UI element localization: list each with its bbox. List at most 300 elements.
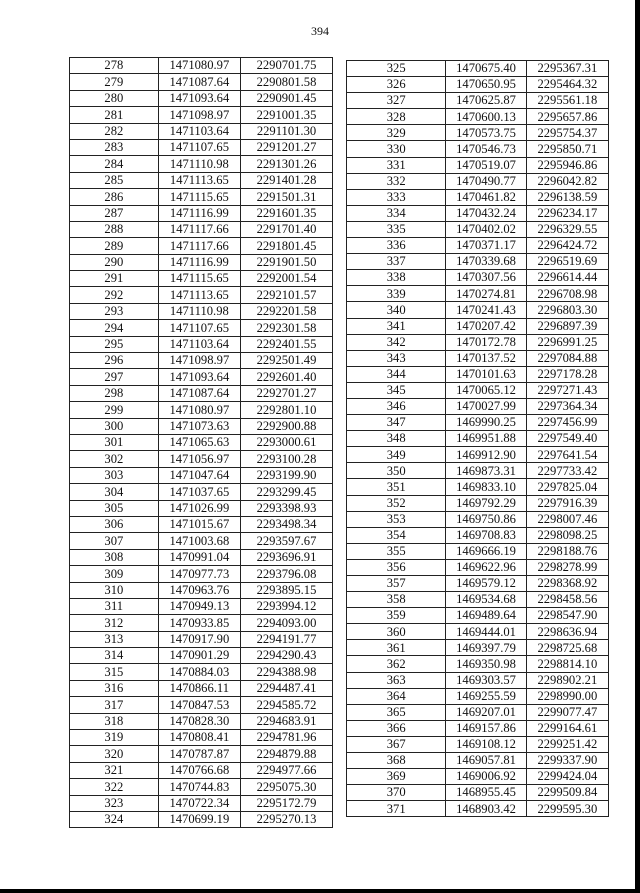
coord-x-cell: 1470991.04 (158, 549, 240, 565)
point-number-cell: 357 (347, 576, 446, 592)
point-number-cell: 286 (70, 189, 159, 205)
coord-x-cell: 1471113.65 (158, 287, 240, 303)
coord-y-cell: 2296708.98 (526, 286, 608, 302)
coord-y-cell: 2293398.93 (241, 500, 333, 516)
coord-x-cell: 1471098.97 (158, 107, 240, 123)
coord-x-cell: 1470101.63 (446, 366, 526, 382)
coord-x-cell: 1471056.97 (158, 451, 240, 467)
coord-x-cell: 1470949.13 (158, 598, 240, 614)
coord-y-cell: 2298098.25 (526, 527, 608, 543)
coord-y-cell: 2294487.41 (241, 680, 333, 696)
coord-y-cell: 2297641.54 (526, 447, 608, 463)
table-row (70, 533, 333, 549)
table-row (347, 141, 609, 157)
coord-x-cell: 1470808.41 (158, 730, 240, 746)
point-number-cell: 308 (70, 549, 159, 565)
coord-x-cell: 1470307.56 (446, 270, 526, 286)
point-number-cell: 311 (70, 598, 159, 614)
coord-y-cell: 2298725.68 (526, 640, 608, 656)
page-number: 394 (311, 24, 329, 38)
coord-x-cell: 1469666.19 (446, 543, 526, 559)
point-number-cell: 355 (347, 543, 446, 559)
coord-y-cell: 2294781.96 (241, 730, 333, 746)
coord-y-cell: 2292501.49 (241, 353, 333, 369)
coord-y-cell: 2297733.42 (526, 463, 608, 479)
table-row (347, 624, 609, 640)
coord-x-cell: 1470744.83 (158, 779, 240, 795)
coord-x-cell: 1470722.34 (158, 795, 240, 811)
point-number-cell: 345 (347, 382, 446, 398)
coord-y-cell: 2294683.91 (241, 713, 333, 729)
coord-y-cell: 2298990.00 (526, 688, 608, 704)
coord-y-cell: 2295561.18 (526, 93, 608, 109)
point-number-cell: 358 (347, 592, 446, 608)
table-row (70, 713, 333, 729)
point-number-cell: 299 (70, 402, 159, 418)
coord-y-cell: 2295075.30 (241, 779, 333, 795)
point-number-cell: 343 (347, 350, 446, 366)
coord-y-cell: 2298636.94 (526, 624, 608, 640)
coord-x-cell: 1470977.73 (158, 566, 240, 582)
coord-y-cell: 2296614.44 (526, 270, 608, 286)
point-number-cell: 346 (347, 398, 446, 414)
coord-y-cell: 2299424.04 (526, 769, 608, 785)
coord-y-cell: 2293100.28 (241, 451, 333, 467)
table-row (70, 402, 333, 418)
point-number-cell: 312 (70, 615, 159, 631)
coord-y-cell: 2298278.99 (526, 559, 608, 575)
coord-x-cell: 1471117.66 (158, 238, 240, 254)
table-row (70, 598, 333, 614)
table-row (70, 303, 333, 319)
point-number-cell: 318 (70, 713, 159, 729)
coord-y-cell: 2291701.40 (241, 221, 333, 237)
table-row (70, 566, 333, 582)
coord-x-cell: 1470546.73 (446, 141, 526, 157)
coord-y-cell: 2291301.26 (241, 156, 333, 172)
coord-x-cell: 1469255.59 (446, 688, 526, 704)
coord-x-cell: 1468903.42 (446, 801, 526, 817)
coord-y-cell: 2299595.30 (526, 801, 608, 817)
coord-x-cell: 1470172.78 (446, 334, 526, 350)
coord-x-cell: 1469207.01 (446, 704, 526, 720)
table-row (347, 576, 609, 592)
coord-x-cell: 1470675.40 (446, 61, 526, 77)
table-row (347, 221, 609, 237)
coord-x-cell: 1469873.31 (446, 463, 526, 479)
point-number-cell: 300 (70, 418, 159, 434)
point-number-cell: 339 (347, 286, 446, 302)
coord-x-cell: 1471093.64 (158, 90, 240, 106)
table-row (347, 173, 609, 189)
point-number-cell: 371 (347, 801, 446, 817)
table-row (70, 500, 333, 516)
coord-x-cell: 1471117.66 (158, 221, 240, 237)
coord-y-cell: 2297178.28 (526, 366, 608, 382)
point-number-cell: 284 (70, 156, 159, 172)
table-row (347, 688, 609, 704)
coord-y-cell: 2293895.15 (241, 582, 333, 598)
coord-y-cell: 2297825.04 (526, 479, 608, 495)
scan-border-bottom (0, 889, 640, 893)
coord-x-cell: 1470963.76 (158, 582, 240, 598)
coord-x-cell: 1471116.99 (158, 205, 240, 221)
coord-y-cell: 2291001.35 (241, 107, 333, 123)
coord-y-cell: 2292301.58 (241, 320, 333, 336)
point-number-cell: 291 (70, 271, 159, 287)
table-row (347, 785, 609, 801)
coord-y-cell: 2297364.34 (526, 398, 608, 414)
point-number-cell: 294 (70, 320, 159, 336)
table-row (347, 608, 609, 624)
table-row (70, 353, 333, 369)
coord-y-cell: 2297456.99 (526, 415, 608, 431)
table-row (347, 640, 609, 656)
coord-x-cell: 1471110.98 (158, 303, 240, 319)
table-row (70, 123, 333, 139)
coord-x-cell: 1469006.92 (446, 769, 526, 785)
coord-x-cell: 1471003.68 (158, 533, 240, 549)
coord-y-cell: 2298368.92 (526, 576, 608, 592)
coord-y-cell: 2298814.10 (526, 656, 608, 672)
table-row (70, 107, 333, 123)
point-number-cell: 303 (70, 467, 159, 483)
point-number-cell: 310 (70, 582, 159, 598)
coord-x-cell: 1470573.75 (446, 125, 526, 141)
table-row (347, 415, 609, 431)
table-row (347, 511, 609, 527)
point-number-cell: 354 (347, 527, 446, 543)
coord-x-cell: 1470901.29 (158, 648, 240, 664)
coord-y-cell: 2297084.88 (526, 350, 608, 366)
point-number-cell: 359 (347, 608, 446, 624)
point-number-cell: 331 (347, 157, 446, 173)
point-number-cell: 304 (70, 484, 159, 500)
table-row (347, 77, 609, 93)
point-number-cell: 352 (347, 495, 446, 511)
table-row (70, 811, 333, 827)
table-row (70, 582, 333, 598)
point-number-cell: 322 (70, 779, 159, 795)
coord-x-cell: 1469303.57 (446, 672, 526, 688)
coord-x-cell: 1469157.86 (446, 720, 526, 736)
point-number-cell: 363 (347, 672, 446, 688)
table-row (70, 320, 333, 336)
table-row (347, 318, 609, 334)
coord-x-cell: 1469750.86 (446, 511, 526, 527)
coord-y-cell: 2299251.42 (526, 736, 608, 752)
coord-x-cell: 1471107.65 (158, 139, 240, 155)
coord-x-cell: 1469444.01 (446, 624, 526, 640)
point-number-cell: 334 (347, 205, 446, 221)
point-number-cell: 332 (347, 173, 446, 189)
table-row (70, 615, 333, 631)
point-number-cell: 347 (347, 415, 446, 431)
point-number-cell: 368 (347, 753, 446, 769)
coord-y-cell: 2297916.39 (526, 495, 608, 511)
point-number-cell: 333 (347, 189, 446, 205)
coord-y-cell: 2296329.55 (526, 221, 608, 237)
coord-y-cell: 2295172.79 (241, 795, 333, 811)
coord-x-cell: 1470828.30 (158, 713, 240, 729)
coord-x-cell: 1470371.17 (446, 238, 526, 254)
point-number-cell: 330 (347, 141, 446, 157)
coord-y-cell: 2296519.69 (526, 254, 608, 270)
point-number-cell: 366 (347, 720, 446, 736)
table-row (347, 704, 609, 720)
coord-x-cell: 1470847.53 (158, 697, 240, 713)
point-number-cell: 326 (347, 77, 446, 93)
coord-y-cell: 2292900.88 (241, 418, 333, 434)
table-row (70, 385, 333, 401)
table-row (70, 271, 333, 287)
coord-y-cell: 2295464.32 (526, 77, 608, 93)
point-number-cell: 288 (70, 221, 159, 237)
coord-y-cell: 2299509.84 (526, 785, 608, 801)
coord-y-cell: 2291101.30 (241, 123, 333, 139)
table-row (70, 779, 333, 795)
coord-y-cell: 2291901.50 (241, 254, 333, 270)
coord-y-cell: 2298902.21 (526, 672, 608, 688)
table-row (347, 109, 609, 125)
coord-x-cell: 1471107.65 (158, 320, 240, 336)
coord-x-cell: 1471103.64 (158, 336, 240, 352)
coord-x-cell: 1469951.88 (446, 431, 526, 447)
point-number-cell: 297 (70, 369, 159, 385)
coord-x-cell: 1471115.65 (158, 189, 240, 205)
coord-x-cell: 1471065.63 (158, 434, 240, 450)
coord-x-cell: 1471098.97 (158, 353, 240, 369)
table-row (70, 680, 333, 696)
coord-x-cell: 1470933.85 (158, 615, 240, 631)
table-row (347, 366, 609, 382)
table-row (70, 418, 333, 434)
coord-y-cell: 2293498.34 (241, 516, 333, 532)
coord-y-cell: 2291201.27 (241, 139, 333, 155)
coordinates-table-right-body (347, 61, 609, 817)
coord-x-cell: 1470339.68 (446, 254, 526, 270)
table-row (347, 157, 609, 173)
point-number-cell: 360 (347, 624, 446, 640)
coord-y-cell: 2296138.59 (526, 189, 608, 205)
table-row (70, 238, 333, 254)
coord-x-cell: 1470766.68 (158, 762, 240, 778)
table-row (347, 431, 609, 447)
point-number-cell: 349 (347, 447, 446, 463)
coord-x-cell: 1470699.19 (158, 811, 240, 827)
point-number-cell: 369 (347, 769, 446, 785)
coord-x-cell: 1470787.87 (158, 746, 240, 762)
table-row (347, 463, 609, 479)
coord-x-cell: 1471073.63 (158, 418, 240, 434)
coord-y-cell: 2294977.66 (241, 762, 333, 778)
table-row (347, 382, 609, 398)
coordinates-table-left (69, 57, 333, 828)
coord-y-cell: 2292101.57 (241, 287, 333, 303)
table-row (70, 746, 333, 762)
coord-x-cell: 1469057.81 (446, 753, 526, 769)
point-number-cell: 340 (347, 302, 446, 318)
point-number-cell: 316 (70, 680, 159, 696)
table-row (347, 270, 609, 286)
coord-x-cell: 1471015.67 (158, 516, 240, 532)
coord-x-cell: 1471113.65 (158, 172, 240, 188)
table-row (70, 467, 333, 483)
point-number-cell: 289 (70, 238, 159, 254)
coord-y-cell: 2295367.31 (526, 61, 608, 77)
table-row (70, 221, 333, 237)
coord-x-cell: 1470027.99 (446, 398, 526, 414)
point-number-cell: 315 (70, 664, 159, 680)
coord-x-cell: 1471037.65 (158, 484, 240, 500)
table-row (70, 156, 333, 172)
coord-y-cell: 2296042.82 (526, 173, 608, 189)
point-number-cell: 313 (70, 631, 159, 647)
coord-y-cell: 2291801.45 (241, 238, 333, 254)
point-number-cell: 296 (70, 353, 159, 369)
coord-y-cell: 2293796.08 (241, 566, 333, 582)
coord-x-cell: 1469990.25 (446, 415, 526, 431)
table-row (347, 286, 609, 302)
table-row (347, 479, 609, 495)
table-row (347, 527, 609, 543)
table-row (70, 90, 333, 106)
table-row (347, 559, 609, 575)
coord-y-cell: 2298458.56 (526, 592, 608, 608)
point-number-cell: 295 (70, 336, 159, 352)
coord-x-cell: 1471087.64 (158, 74, 240, 90)
coord-y-cell: 2295270.13 (241, 811, 333, 827)
point-number-cell: 317 (70, 697, 159, 713)
coord-y-cell: 2299337.90 (526, 753, 608, 769)
point-number-cell: 281 (70, 107, 159, 123)
coord-y-cell: 2292801.10 (241, 402, 333, 418)
point-number-cell: 320 (70, 746, 159, 762)
point-number-cell: 302 (70, 451, 159, 467)
coord-x-cell: 1470137.52 (446, 350, 526, 366)
table-row (347, 205, 609, 221)
point-number-cell: 350 (347, 463, 446, 479)
point-number-cell: 325 (347, 61, 446, 77)
coord-x-cell: 1471110.98 (158, 156, 240, 172)
scan-border-right (635, 0, 640, 893)
coord-y-cell: 2290901.45 (241, 90, 333, 106)
point-number-cell: 356 (347, 559, 446, 575)
table-row (70, 434, 333, 450)
point-number-cell: 365 (347, 704, 446, 720)
table-row (347, 801, 609, 817)
table-row (70, 664, 333, 680)
table-row (70, 516, 333, 532)
table-row (70, 549, 333, 565)
point-number-cell: 370 (347, 785, 446, 801)
coord-x-cell: 1470519.07 (446, 157, 526, 173)
table-row (347, 334, 609, 350)
coord-x-cell: 1469622.96 (446, 559, 526, 575)
table-row (347, 447, 609, 463)
point-number-cell: 298 (70, 385, 159, 401)
point-number-cell: 305 (70, 500, 159, 516)
coord-x-cell: 1470432.24 (446, 205, 526, 221)
coord-x-cell: 1470866.11 (158, 680, 240, 696)
point-number-cell: 314 (70, 648, 159, 664)
point-number-cell: 285 (70, 172, 159, 188)
coord-y-cell: 2290801.58 (241, 74, 333, 90)
table-row (347, 238, 609, 254)
table-row (70, 254, 333, 270)
point-number-cell: 367 (347, 736, 446, 752)
coord-x-cell: 1469912.90 (446, 447, 526, 463)
coord-y-cell: 2293696.91 (241, 549, 333, 565)
coord-y-cell: 2298188.76 (526, 543, 608, 559)
coord-y-cell: 2292001.54 (241, 271, 333, 287)
coord-y-cell: 2299077.47 (526, 704, 608, 720)
coord-x-cell: 1471103.64 (158, 123, 240, 139)
coord-y-cell: 2294191.77 (241, 631, 333, 647)
point-number-cell: 290 (70, 254, 159, 270)
table-row (70, 795, 333, 811)
coord-x-cell: 1471080.97 (158, 58, 240, 74)
table-row (347, 736, 609, 752)
coord-y-cell: 2299164.61 (526, 720, 608, 736)
point-number-cell: 361 (347, 640, 446, 656)
coord-y-cell: 2296897.39 (526, 318, 608, 334)
coord-y-cell: 2295754.37 (526, 125, 608, 141)
table-row (347, 254, 609, 270)
point-number-cell: 319 (70, 730, 159, 746)
coord-x-cell: 1471093.64 (158, 369, 240, 385)
table-row (347, 656, 609, 672)
table-row (70, 631, 333, 647)
table-row (347, 302, 609, 318)
table-row (70, 172, 333, 188)
point-number-cell: 338 (347, 270, 446, 286)
table-row (70, 58, 333, 74)
coord-x-cell: 1470884.03 (158, 664, 240, 680)
coord-y-cell: 2294879.88 (241, 746, 333, 762)
coordinates-table-right (346, 60, 609, 817)
coord-y-cell: 2295657.86 (526, 109, 608, 125)
coord-y-cell: 2291601.35 (241, 205, 333, 221)
coord-x-cell: 1470274.81 (446, 286, 526, 302)
table-row (347, 672, 609, 688)
coord-y-cell: 2293597.67 (241, 533, 333, 549)
table-row (347, 125, 609, 141)
coordinates-table-left-body (70, 58, 333, 828)
table-row (70, 730, 333, 746)
coord-x-cell: 1471087.64 (158, 385, 240, 401)
point-number-cell: 287 (70, 205, 159, 221)
table-row (70, 189, 333, 205)
coord-y-cell: 2291401.28 (241, 172, 333, 188)
coord-x-cell: 1469708.83 (446, 527, 526, 543)
table-row (347, 495, 609, 511)
table-row (347, 753, 609, 769)
coord-x-cell: 1469489.64 (446, 608, 526, 624)
coord-x-cell: 1470241.43 (446, 302, 526, 318)
point-number-cell: 324 (70, 811, 159, 827)
point-number-cell: 279 (70, 74, 159, 90)
coord-x-cell: 1469108.12 (446, 736, 526, 752)
point-number-cell: 278 (70, 58, 159, 74)
coord-x-cell: 1469792.29 (446, 495, 526, 511)
point-number-cell: 348 (347, 431, 446, 447)
table-row (70, 139, 333, 155)
table-row (70, 369, 333, 385)
point-number-cell: 337 (347, 254, 446, 270)
point-number-cell: 283 (70, 139, 159, 155)
table-row (347, 720, 609, 736)
